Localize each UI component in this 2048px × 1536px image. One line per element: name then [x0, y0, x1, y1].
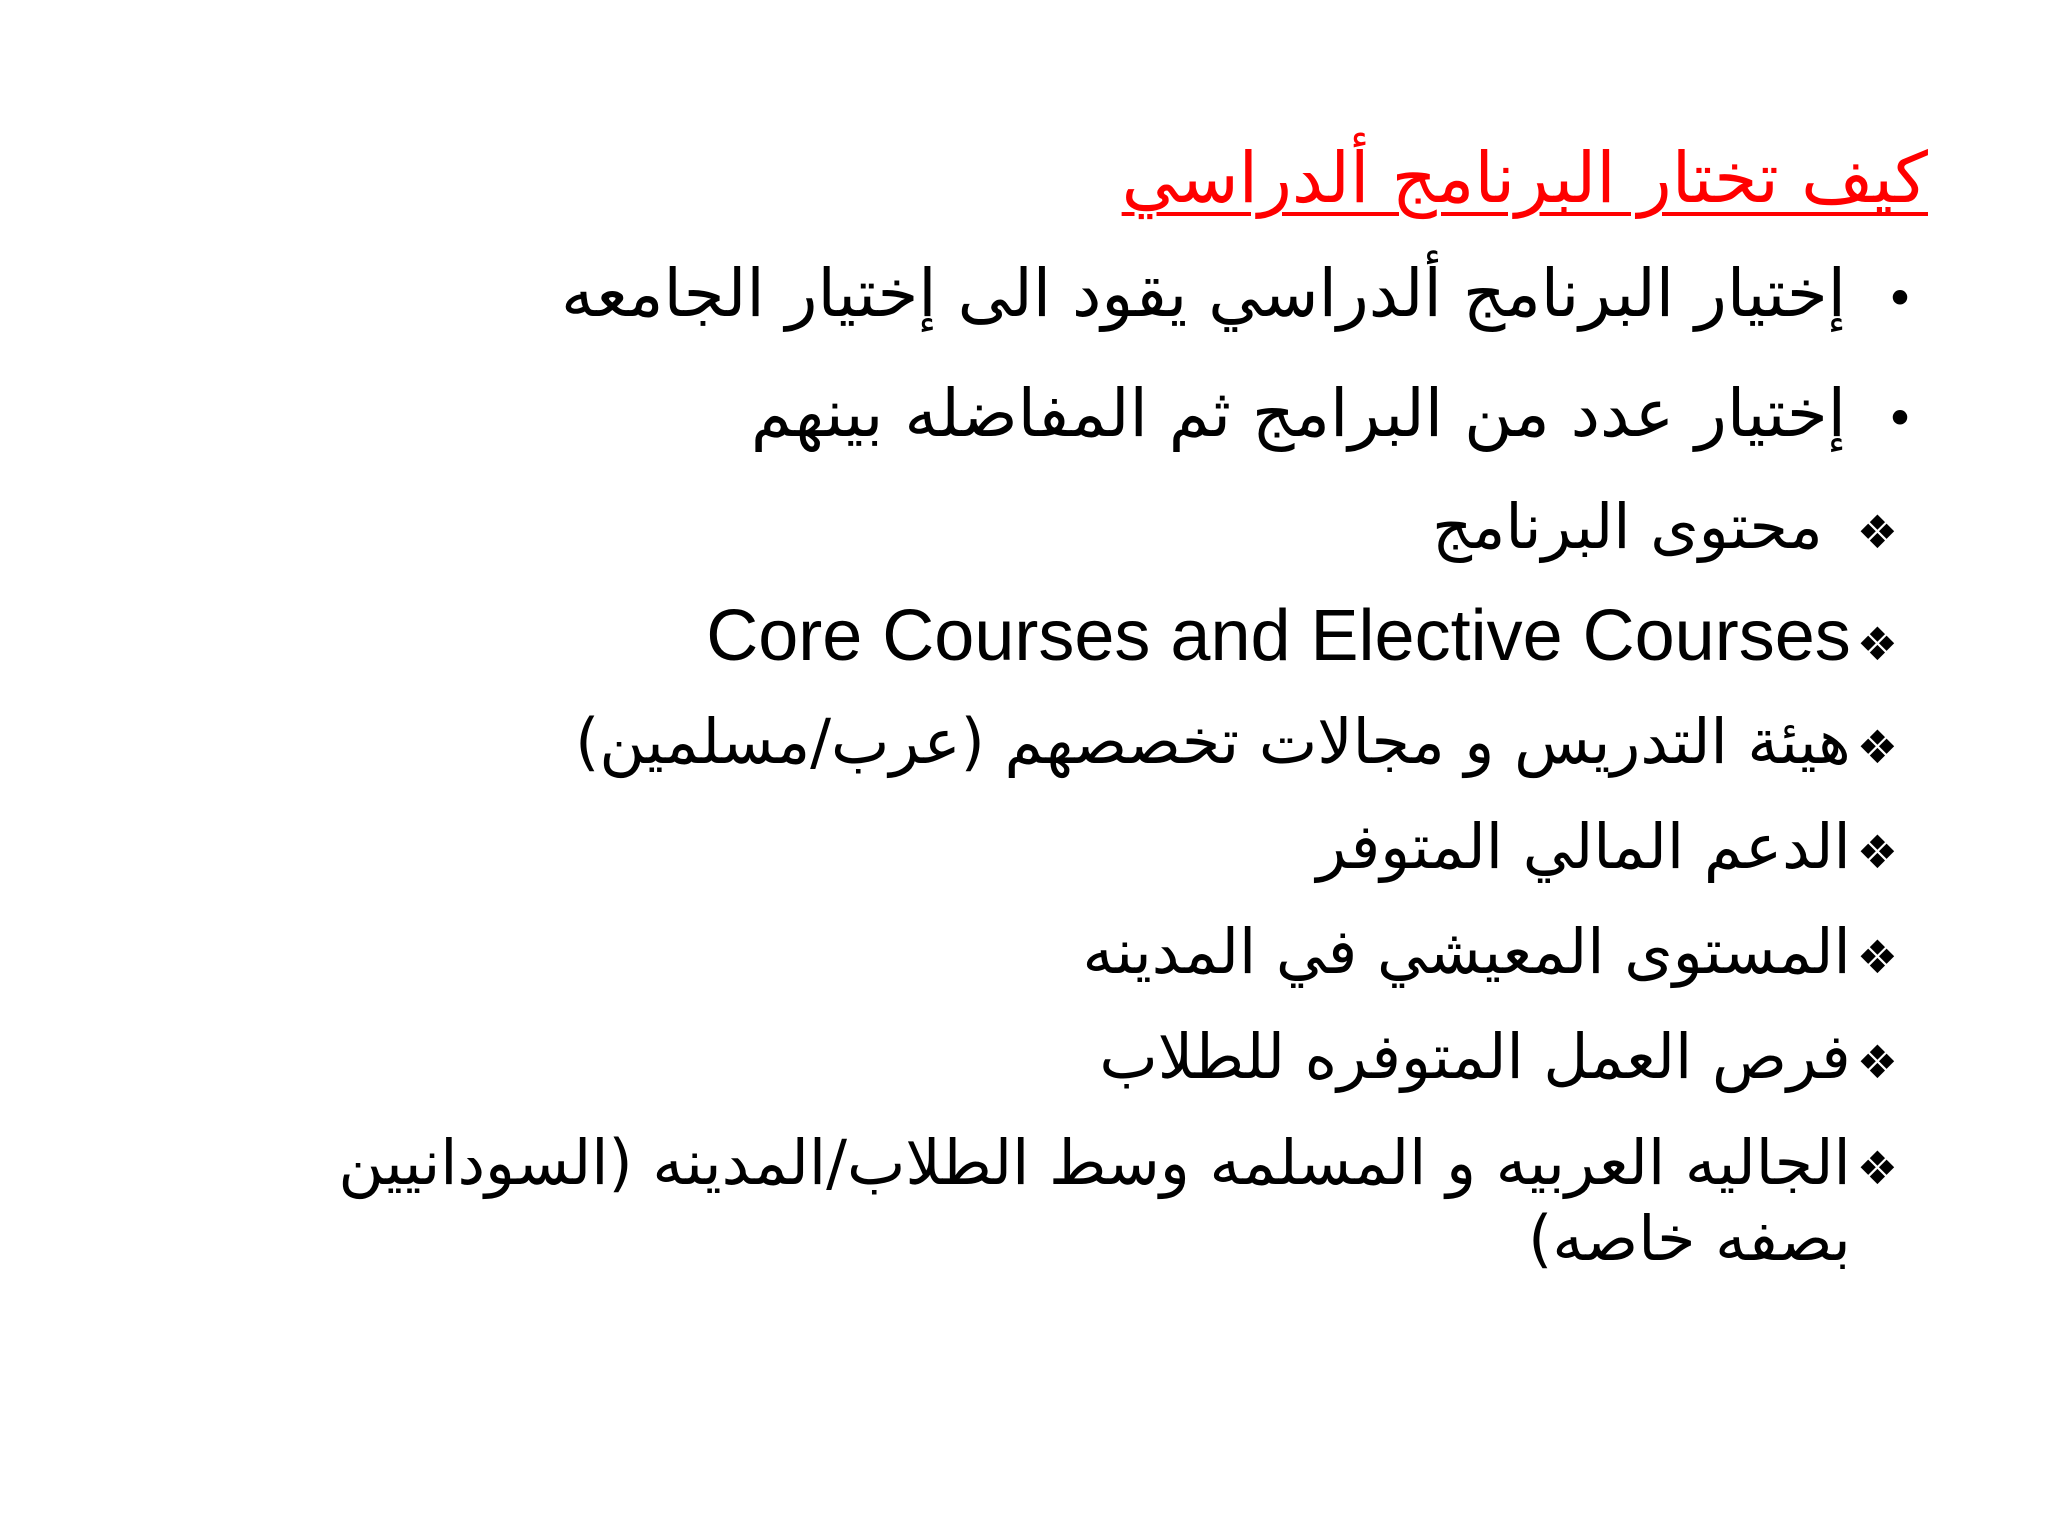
sub-bullet-item-6 [1099, 1020, 1898, 1093]
sub-bullet-item-7 [191, 1125, 1898, 1276]
bullet-item-2 [751, 375, 1928, 452]
bullet-icon: • [1885, 270, 1915, 328]
sub-bullet-item-4 [1316, 810, 1898, 883]
bullet-text-2: إختيار عدد من البرامج ثم المفاضله بينهم [750, 375, 1846, 452]
sub-bullet-text-6: فرص العمل المتوفره للطلاب [1099, 1020, 1851, 1093]
slide-title: كيف تختار البرنامج ألدراسي [1121, 137, 1928, 219]
sub-bullet-text-5: المستوى المعيشي في المدينه [1082, 915, 1851, 988]
diamond-bullet-icon: ❖ [1856, 930, 1898, 984]
sub-bullet-item-3 [575, 705, 1898, 778]
diamond-bullet-icon: ❖ [1856, 825, 1898, 879]
diamond-bullet-icon: ❖ [1856, 720, 1898, 774]
sub-bullet-item-2 [706, 595, 1898, 677]
bullet-item-1 [561, 255, 1928, 332]
sub-bullet-text-4: الدعم المالي المتوفر [1316, 810, 1851, 883]
diamond-bullet-icon: ❖ [1856, 505, 1898, 559]
bullet-icon: • [1885, 390, 1915, 448]
diamond-bullet-icon: ❖ [1856, 617, 1898, 671]
sub-bullet-item-1 [1432, 490, 1898, 563]
sub-bullet-text-1: محتوى البرنامج [1432, 490, 1823, 563]
sub-bullet-text-7: الجاليه العربيه و المسلمه وسط الطلاب/المدينه (السودانيين بصفه خاصه) [338, 1126, 1851, 1275]
sub-bullet-item-5 [1083, 915, 1899, 988]
diamond-bullet-icon: ❖ [1856, 1035, 1898, 1089]
sub-bullet-text-3: هيئة التدريس و مجالات تخصصهم (عرب/مسلمين) [575, 705, 1851, 778]
bullet-text-1: إختيار البرنامج ألدراسي يقود الى إختيار الجامعه [560, 255, 1846, 332]
diamond-bullet-icon: ❖ [1856, 1141, 1898, 1195]
sub-bullet-text-2: Core Courses and Elective Courses [706, 596, 1851, 676]
